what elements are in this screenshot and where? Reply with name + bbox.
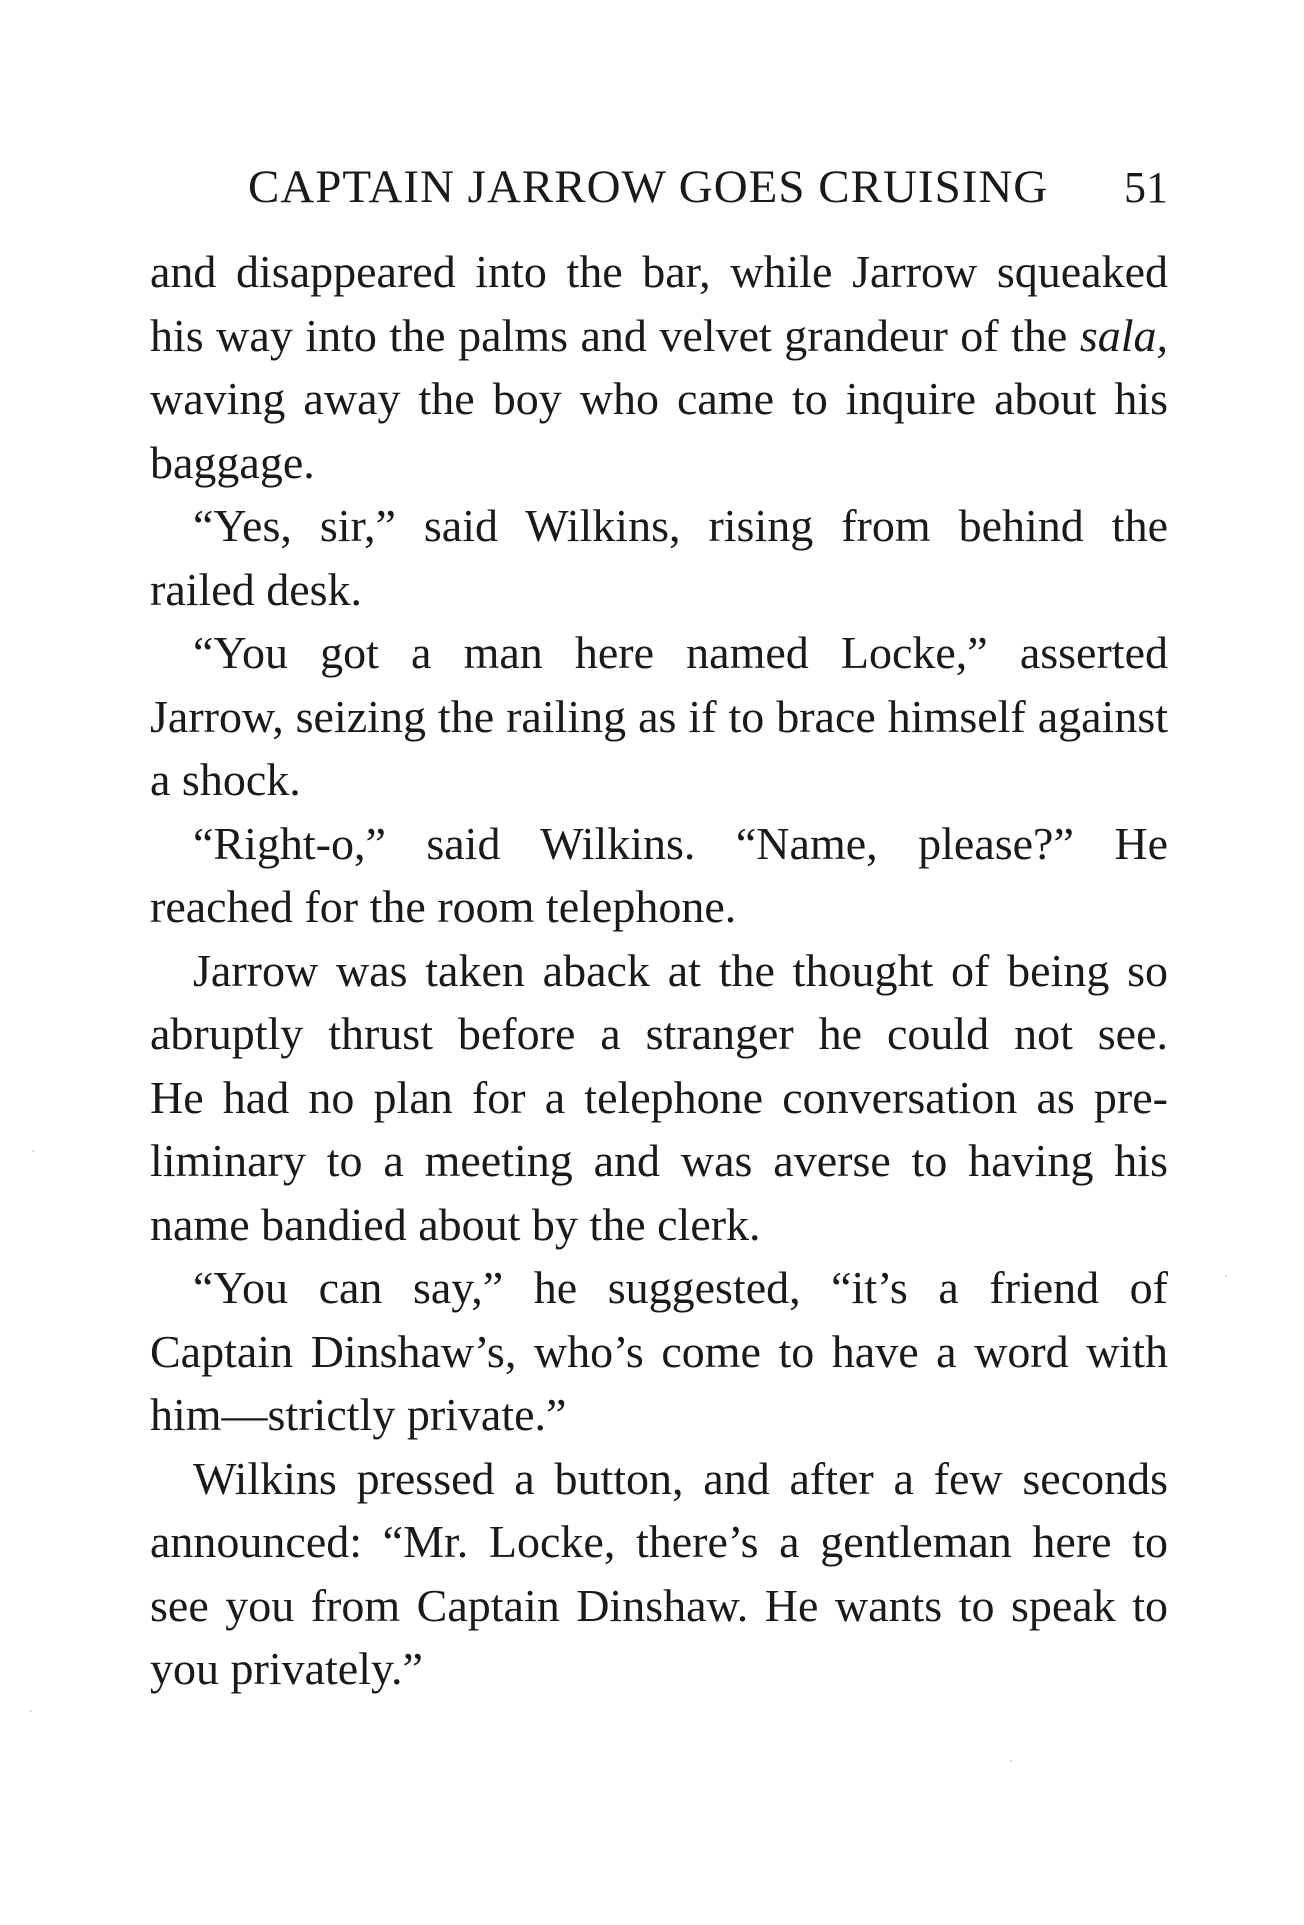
running-head (248, 160, 1168, 220)
text-line: see you from Captain Dinshaw. He wants to speak to (150, 1579, 1168, 1631)
text-line: Captain Dinshaw’s, who’s come to have a word with (150, 1325, 1168, 1377)
page-number: 51 (1124, 163, 1168, 212)
paragraph-1 (150, 240, 1168, 494)
paper-speck (1225, 1275, 1227, 1277)
text-line: He had no plan for a telephone conversation as pre- (150, 1071, 1168, 1123)
paper-speck (1010, 1760, 1012, 1762)
text-line: him—strictly private.” (150, 1389, 567, 1440)
text-line: waving away the boy who came to inquire about his (150, 373, 1168, 424)
text-line: a shock. (150, 754, 301, 805)
text-line: baggage. (150, 436, 315, 488)
text-line: Jarrow, seizing the railing as if to brace himself against (150, 690, 1168, 742)
paragraph-6 (150, 1256, 1168, 1447)
text-line: Wilkins pressed a button, and after a few seconds (193, 1452, 1168, 1504)
paragraph-3 (150, 621, 1168, 812)
text-line: name bandied about by the clerk. (150, 1198, 761, 1250)
paper-speck (32, 1150, 34, 1152)
text-line: “Right-o,” said Wilkins. “Name, please?” He (193, 817, 1168, 869)
paragraph-7 (150, 1447, 1168, 1701)
italic-word: sala, (1079, 309, 1168, 361)
text-line: railed desk. (150, 563, 363, 615)
paragraph-2 (150, 494, 1168, 621)
text-line: “You got a man here named Locke,” asserted (193, 627, 1168, 678)
text-line: announced: “Mr. Locke, there’s a gentleman here to (150, 1516, 1168, 1567)
body-text (150, 240, 1168, 1701)
text-line: “Yes, sir,” said Wilkins, rising from behind the (193, 500, 1168, 551)
paragraph-5 (150, 939, 1168, 1257)
text-line: you privately.” (150, 1643, 423, 1694)
text-line (150, 304, 1168, 368)
running-title: CAPTAIN JARROW GOES CRUISING (248, 161, 1049, 213)
text-fragment: his way into the palms and velvet grandeur of the (150, 309, 1068, 361)
text-line: liminary to a meeting and was averse to having his (150, 1135, 1168, 1186)
text-line: abruptly thrust before a stranger he could not see. (150, 1008, 1168, 1059)
paper-speck (30, 1710, 32, 1712)
text-line: and disappeared into the bar, while Jarrow squeaked (150, 246, 1168, 297)
paragraph-4 (150, 812, 1168, 939)
text-line: Jarrow was taken aback at the thought of being so (193, 944, 1168, 996)
text-line: reached for the room telephone. (150, 881, 737, 932)
text-line: “You can say,” he suggested, “it’s a friend of (193, 1262, 1168, 1313)
